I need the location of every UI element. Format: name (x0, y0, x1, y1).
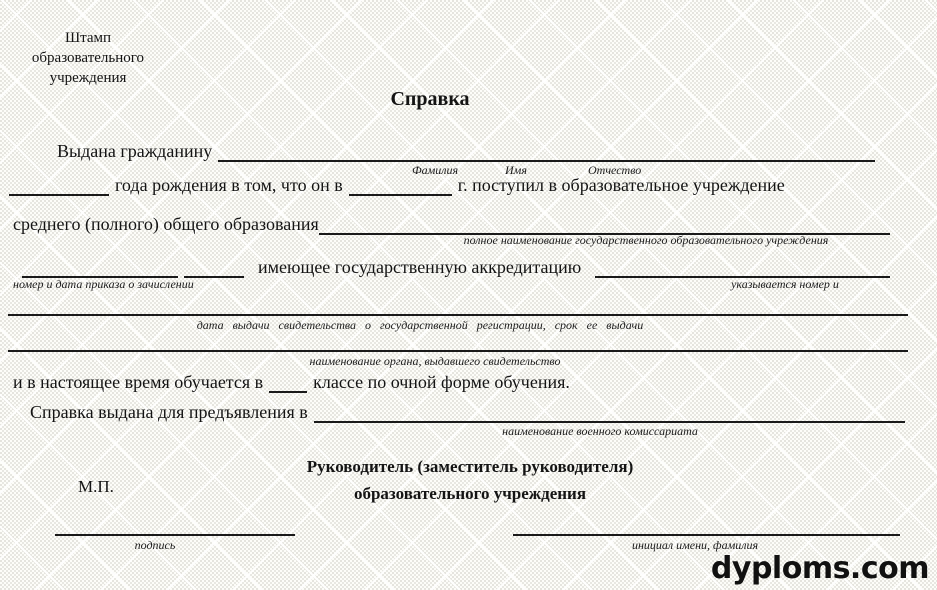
signatory-title (150, 453, 790, 507)
watermark-text: dyploms.com (710, 551, 929, 586)
signatory-title-line2: образовательного учреждения (353, 484, 587, 503)
grade-blank-line (269, 371, 307, 393)
stamp-line: Штамп (64, 30, 112, 46)
entry-year-blank-line (349, 174, 452, 196)
order-date-blank-line (184, 256, 244, 278)
number-indicated-label: указывается номер и (731, 277, 839, 291)
issuing-authority-label: наименование органа, выдавшего свидетельство (309, 354, 561, 368)
issuing-authority-blank-line (8, 350, 908, 352)
birth-year-text: года рождения в том, что он в (115, 175, 343, 195)
presented-to-text: Справка выдана для предъявления в (30, 402, 308, 422)
initials-blank-line (513, 534, 900, 536)
education-type-row (13, 213, 890, 235)
accreditation-row (22, 256, 890, 278)
issued-to-text: Выдана гражданину (57, 141, 213, 161)
document-title: Справка (390, 88, 470, 110)
stamp-place-mark: М.П. (78, 477, 114, 496)
full-name-blank-line (218, 140, 875, 162)
commissariat-label: наименование военного комиссариата (502, 424, 698, 438)
surname-label: Фамилия (412, 163, 459, 177)
birth-year-row (9, 174, 785, 196)
stamp-line: учреждения (49, 70, 127, 86)
order-number-blank-line (22, 256, 178, 278)
presented-to-row (30, 401, 905, 423)
initials-label: инициал имени, фамилия (631, 538, 759, 552)
commissariat-blank-line (314, 401, 905, 423)
entered-institution-text: г. поступил в образовательное учреждение (457, 175, 785, 195)
birth-year-blank-line (9, 174, 109, 196)
stamp-line: образовательного (31, 50, 145, 66)
patronymic-label: Отчество (588, 163, 642, 177)
issued-to-row (57, 140, 875, 162)
name-label: Имя (505, 163, 527, 177)
stamp-block (14, 28, 162, 88)
signature-label: подпись (134, 538, 176, 552)
signatory-title-line1: Руководитель (заместитель руководителя) (306, 457, 634, 476)
institution-name-label: полное наименование государственного образовательного учреждения (463, 233, 829, 247)
accreditation-number-blank-line (595, 256, 890, 278)
accreditation-text: имеющее государственную аккредитацию (258, 257, 582, 277)
registration-certificate-label: дата выдачи свидетельства о государственной регистрации, срок ее выдачи (196, 318, 644, 332)
institution-name-blank-line (319, 213, 890, 235)
signature-blank-line (55, 534, 295, 536)
currently-studying-text: и в настоящее время обучается в (13, 372, 264, 392)
education-type-text: среднего (полного) общего образования (13, 214, 319, 234)
study-form-text: классе по очной форме обучения. (313, 372, 570, 392)
registration-certificate-blank-line (8, 314, 908, 316)
current-grade-row (13, 371, 570, 393)
enrollment-order-label: номер и дата приказа о зачислении (13, 277, 194, 291)
